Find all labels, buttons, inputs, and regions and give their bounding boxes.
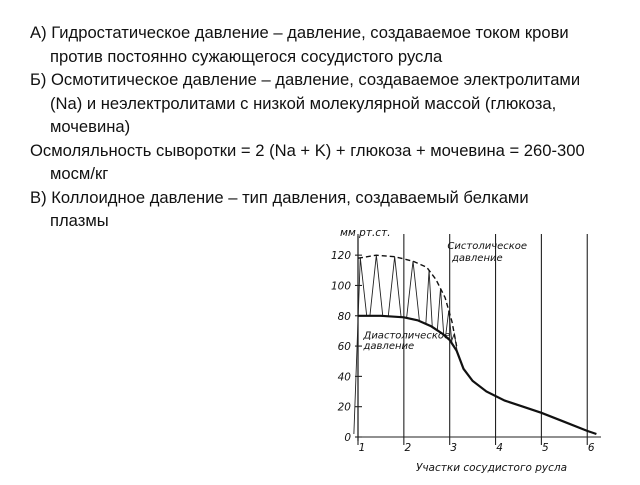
systolic-annotation-line1: Систолическое	[447, 241, 528, 253]
y-axis-label: мм рт.ст.	[340, 227, 391, 239]
y-tick-label-60: 60	[337, 341, 351, 354]
y-tick-label-20: 20	[337, 401, 351, 414]
x-axis-label: Участки сосудистого русла	[415, 462, 568, 474]
diastolic-annotation-line2: давление	[363, 341, 415, 353]
pulse-wave-5	[426, 270, 432, 327]
item-b-line1: Б) Осмотитическое давление – давление, создаваемое электролитами	[30, 70, 581, 89]
y-tick-label-40: 40	[337, 371, 351, 384]
diastolic-annotation-line1: Диастолическое	[363, 330, 451, 342]
pulse-wave-6	[437, 288, 443, 334]
y-tick-label-0: 0	[344, 432, 351, 444]
item-v-line1: В) Коллоидное давление – тип давления, создаваемый белками	[30, 187, 529, 207]
item-a-line1: А) Гидростатическое давление – давление, создаваемое током крови	[30, 23, 569, 42]
pulse-wave-4	[407, 261, 420, 321]
x-tick-label-4: 4	[496, 442, 503, 454]
systolic-annotation-line2: давление	[451, 253, 503, 265]
pulse-wave-3	[388, 257, 401, 317]
blood-pressure-chart	[325, 222, 625, 480]
item-b-line2: (Na) и неэлектролитами с низкой молекулярной массой (глюкоза,	[50, 93, 557, 113]
pulse-wave-2	[370, 255, 383, 316]
blood-pressure-chart-svg	[325, 222, 625, 480]
x-tick-label-5: 5	[542, 442, 549, 454]
y-tick-label-100: 100	[330, 280, 351, 293]
y-tick-label-120: 120	[330, 250, 351, 263]
x-tick-label-3: 3	[450, 442, 458, 454]
osmolality-line2: мосм/кг	[50, 164, 109, 183]
item-a-line2: против постоянно сужающегося сосудистого русла	[50, 46, 443, 66]
item-b-line3: мочевина)	[50, 117, 131, 136]
x-tick-label-2: 2	[404, 442, 412, 454]
x-tick-label-1: 1	[358, 442, 366, 454]
x-tick-label-6: 6	[587, 442, 595, 454]
osmolality-line1: Осмоляльность сыворотки = 2 (Na + K) + глюкоза + мочевина = 260-300	[30, 140, 585, 160]
y-tick-label-80: 80	[337, 310, 351, 323]
item-v-line2: плазмы	[50, 211, 109, 230]
definitions-text	[30, 21, 620, 233]
